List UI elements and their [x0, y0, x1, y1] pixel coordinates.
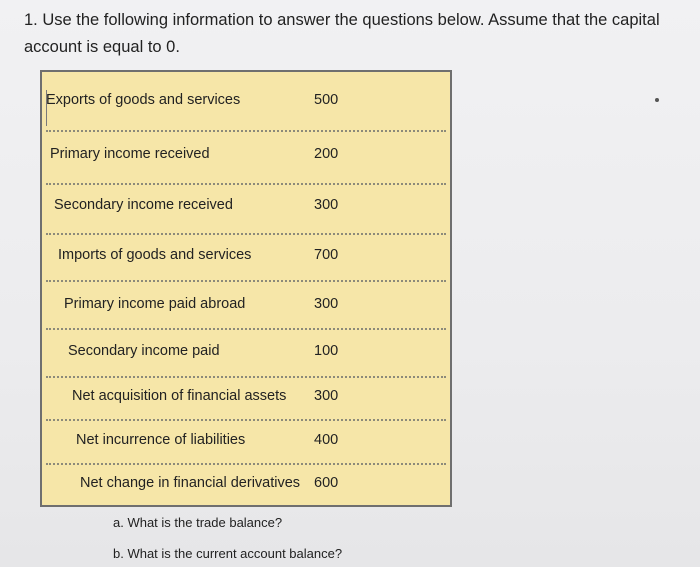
question-text: 1. Use the following information to answer the questions below. Assume that the capital account is equal to 0. [24, 11, 660, 56]
speck-mark [655, 98, 659, 102]
row-label: Secondary income paid [68, 343, 220, 359]
row-value: 300 [314, 388, 339, 404]
row-label: Exports of goods and services [46, 92, 241, 108]
row-value: 200 [314, 146, 339, 162]
table-row [42, 432, 450, 452]
row-divider [46, 376, 446, 378]
row-value: 400 [314, 432, 339, 448]
table-row [42, 388, 450, 408]
table-row [42, 197, 450, 217]
row-divider [46, 130, 446, 132]
table-row [42, 343, 450, 363]
table-row [42, 296, 450, 316]
row-value: 500 [314, 92, 339, 108]
table-row [42, 475, 450, 495]
row-label: Net change in financial derivatives [80, 475, 301, 491]
row-divider [46, 419, 446, 421]
row-value: 100 [314, 343, 339, 359]
row-divider [46, 328, 446, 330]
table-row [42, 92, 450, 112]
row-label: Net acquisition of financial assets [72, 388, 287, 404]
row-value: 700 [314, 247, 339, 263]
data-table [40, 70, 452, 507]
row-divider [46, 183, 446, 185]
subquestion-b: b. What is the current account balance? [113, 546, 343, 561]
row-divider [46, 233, 446, 235]
table-row [42, 247, 450, 267]
row-value: 300 [314, 197, 339, 213]
row-value: 300 [314, 296, 339, 312]
row-label: Primary income received [50, 146, 210, 162]
row-label: Imports of goods and services [58, 247, 252, 263]
table-row [42, 146, 450, 166]
row-label: Net incurrence of liabilities [76, 432, 246, 448]
row-value: 600 [314, 475, 339, 491]
row-divider [46, 280, 446, 282]
row-label: Secondary income received [54, 197, 233, 213]
subquestion-a: a. What is the trade balance? [113, 515, 283, 530]
row-label: Primary income paid abroad [64, 296, 246, 312]
row-divider [46, 463, 446, 465]
